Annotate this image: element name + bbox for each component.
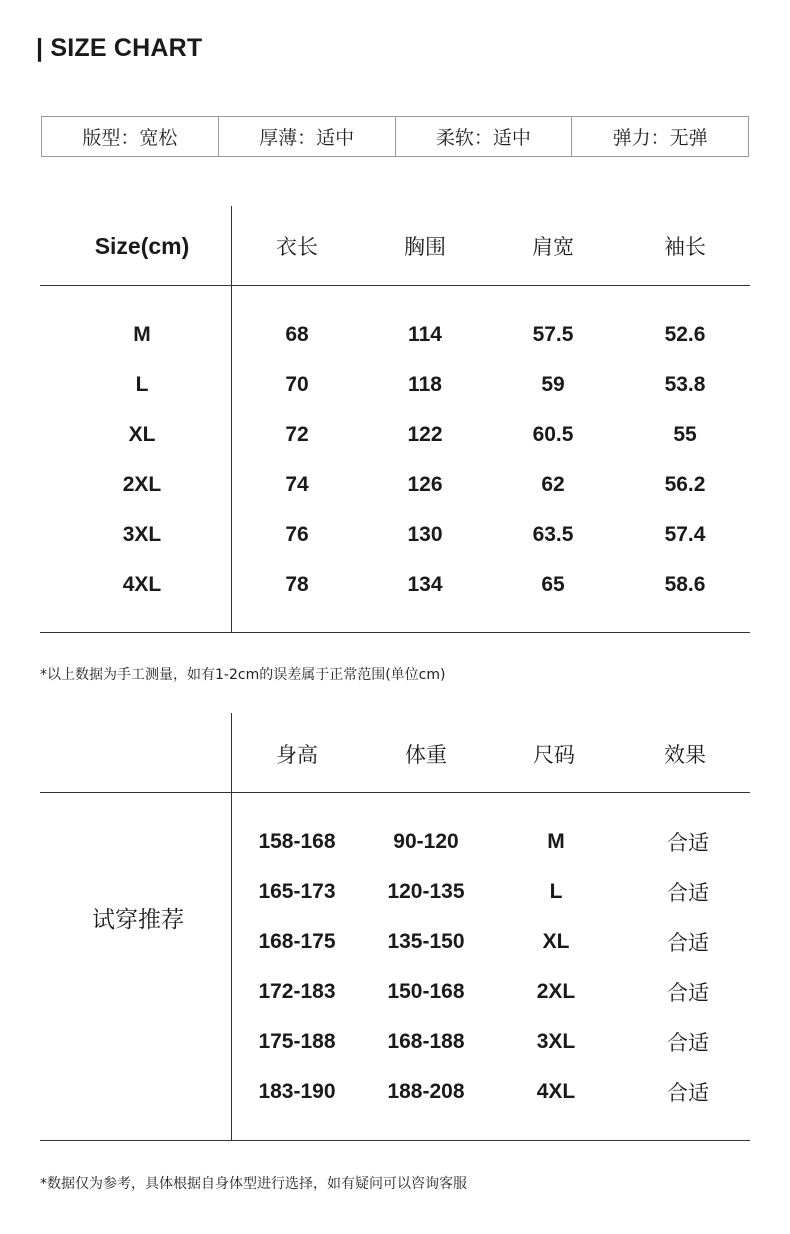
size-measurement: 130 (407, 523, 443, 546)
fit-cell: M (547, 830, 565, 853)
fit-cell: L (549, 880, 563, 903)
fit-table-label: 试穿推荐 (92, 906, 184, 933)
size-measurement: 76 (285, 523, 309, 546)
size-measurement: 56.2 (664, 473, 706, 496)
fit-cell: 158-168 (258, 830, 336, 853)
fit-column-header: 效果 (664, 743, 706, 767)
size-measurement: 53.8 (664, 373, 706, 396)
fit-table-bottom-rule (40, 1140, 750, 1141)
fit-table-header-rule (40, 792, 750, 793)
attribute-softness: 柔软：适中 (395, 117, 572, 156)
size-column-header: 肩宽 (532, 235, 574, 259)
page-title: | SIZE CHART (36, 34, 203, 62)
fit-cell: 2XL (536, 980, 576, 1003)
fit-cell: 3XL (536, 1030, 576, 1053)
size-measurement: 68 (285, 323, 309, 346)
size-measurement: 72 (285, 423, 309, 446)
size-measurement: 58.6 (664, 573, 706, 596)
size-label: 3XL (122, 523, 162, 546)
size-table-corner: Size(cm) (94, 232, 190, 259)
size-measurement: 126 (407, 473, 443, 496)
size-measurement: 78 (285, 573, 309, 596)
attribute-thickness: 厚薄：适中 (218, 117, 395, 156)
size-table-divider (231, 206, 232, 632)
size-column-header: 衣长 (276, 235, 318, 259)
fit-column-header: 尺码 (533, 743, 575, 767)
size-measurement: 52.6 (664, 323, 706, 346)
size-measurement: 65 (541, 573, 565, 596)
size-measurement: 74 (285, 473, 309, 496)
size-measurement: 122 (407, 423, 443, 446)
size-measurement: 57.4 (664, 523, 706, 546)
size-column-header: 袖长 (664, 235, 706, 259)
size-column-header: 胸围 (404, 235, 446, 259)
fit-cell: XL (542, 930, 570, 953)
fit-cell: 168-188 (387, 1030, 465, 1053)
fit-cell: 合适 (667, 931, 709, 955)
fit-cell: 175-188 (258, 1030, 336, 1053)
size-measurement: 70 (285, 373, 309, 396)
fit-cell: 150-168 (387, 980, 465, 1003)
fit-cell: 165-173 (258, 880, 336, 903)
fit-column-header: 身高 (276, 743, 318, 767)
size-measurement: 114 (408, 323, 442, 346)
size-measurement: 55 (673, 423, 697, 446)
size-label: XL (128, 423, 156, 446)
size-label: M (133, 323, 151, 346)
size-measurement: 63.5 (532, 523, 574, 546)
size-measurement: 62 (541, 473, 565, 496)
size-measurement: 60.5 (532, 423, 574, 446)
size-label: 2XL (122, 473, 162, 496)
fit-cell: 120-135 (387, 880, 465, 903)
size-measurement: 134 (407, 573, 443, 596)
fit-cell: 168-175 (258, 930, 336, 953)
size-measurement: 118 (408, 373, 442, 396)
fit-cell: 183-190 (258, 1080, 336, 1103)
fit-cell: 172-183 (258, 980, 336, 1003)
fit-cell: 合适 (667, 831, 709, 855)
fit-cell: 合适 (667, 1081, 709, 1105)
attribute-fit: 版型：宽松 (82, 127, 178, 149)
size-table-bottom-rule (40, 632, 750, 633)
fit-cell: 合适 (667, 881, 709, 905)
size-label: 4XL (122, 573, 162, 596)
size-measurement: 57.5 (532, 323, 574, 346)
attribute-elasticity: 弹力：无弹 (571, 117, 748, 156)
fit-cell: 4XL (536, 1080, 576, 1103)
size-table-header-rule (40, 285, 750, 286)
size-measurement: 59 (541, 373, 565, 396)
fit-cell: 90-120 (393, 830, 459, 853)
fabric-attributes (41, 116, 749, 157)
fit-cell: 135-150 (387, 930, 465, 953)
fit-table-note: *数据仅为参考，具体根据自身体型进行选择，如有疑问可以咨询客服 (40, 1176, 467, 1192)
fit-cell: 188-208 (387, 1080, 465, 1103)
size-table-note: *以上数据为手工测量，如有1-2cm的误差属于正常范围(单位cm) (40, 667, 446, 683)
fit-column-header: 体重 (405, 743, 447, 767)
fit-cell: 合适 (667, 1031, 709, 1055)
size-label: L (135, 373, 149, 396)
fit-cell: 合适 (667, 981, 709, 1005)
